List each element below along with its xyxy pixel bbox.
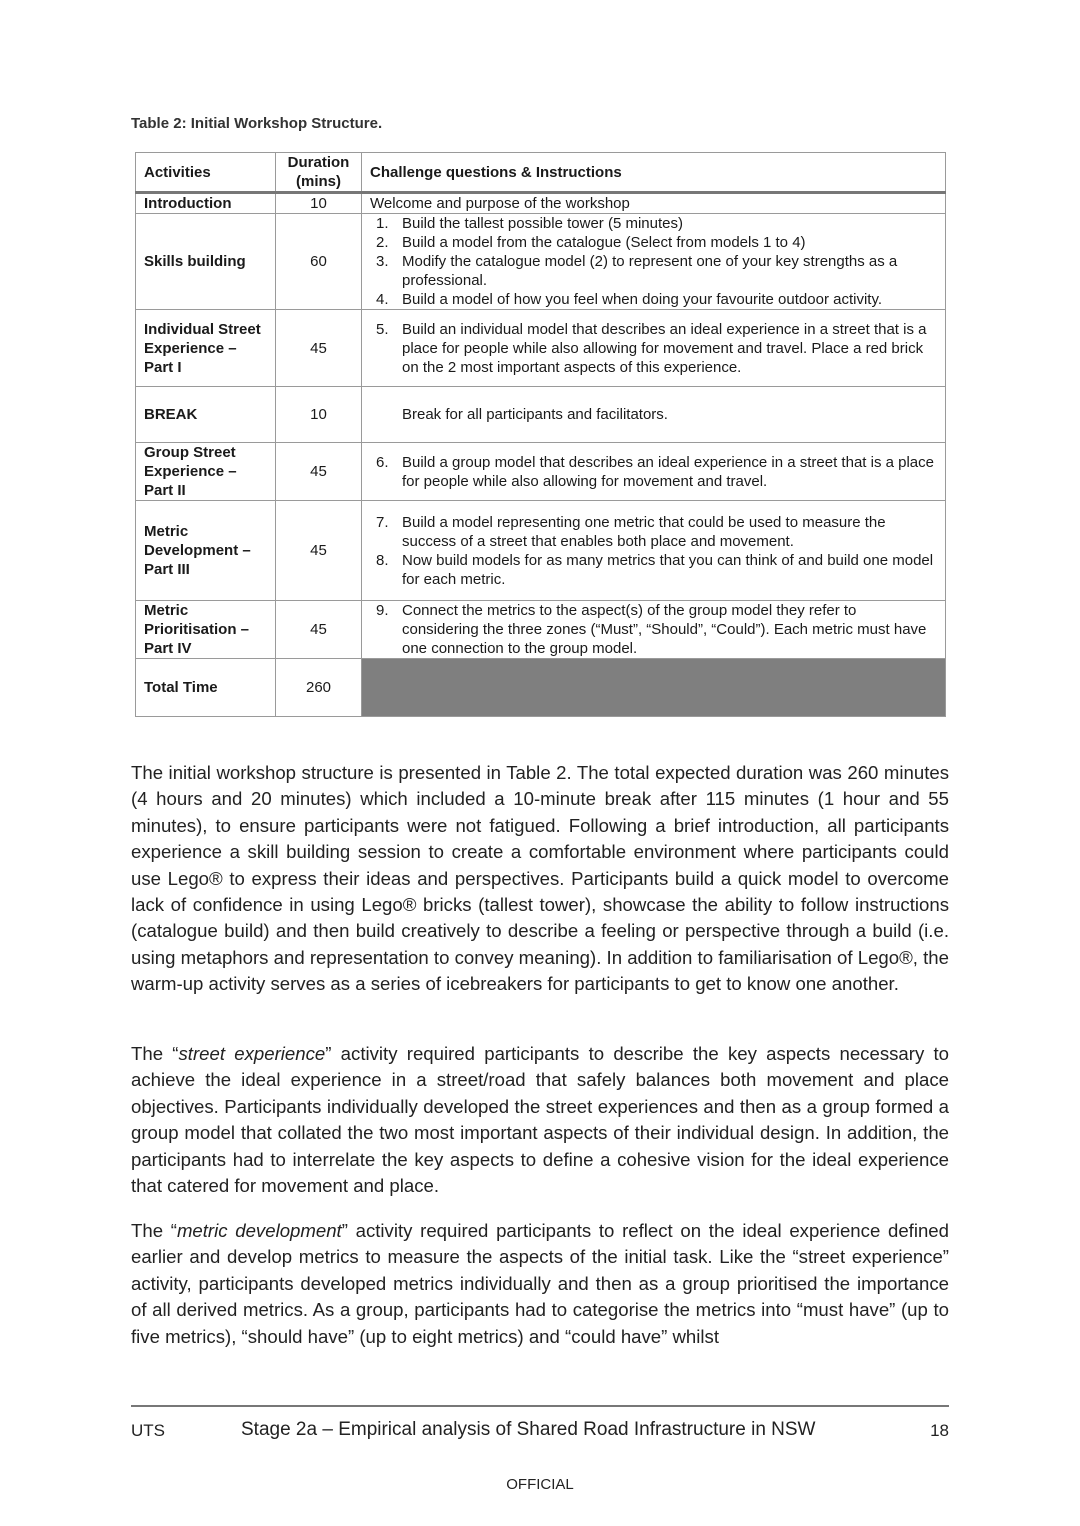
table-row — [136, 601, 946, 659]
header-duration: Duration (mins) — [276, 153, 362, 193]
table-header-row — [136, 153, 946, 193]
challenge-cell: Welcome and purpose of the workshop — [362, 193, 946, 214]
duration-cell: 60 — [276, 214, 362, 310]
footer-organisation: UTS — [131, 1421, 165, 1440]
duration-cell: 45 — [276, 443, 362, 501]
activity-cell: Group Street Experience – Part II — [136, 443, 276, 501]
list-item: 7. Build a model representing one metric that could be used to measure the success of a street that enables both place and movement. — [376, 513, 886, 550]
activity-cell: Metric Prioritisation – Part IV — [136, 601, 276, 659]
table-row — [136, 310, 946, 387]
activity-cell: Metric Development – Part III — [136, 501, 276, 601]
footer-title: Stage 2a – Empirical analysis of Shared Road Infrastructure in NSW — [241, 1419, 816, 1440]
duration-cell: 45 — [276, 601, 362, 659]
activity-cell: Introduction — [136, 193, 276, 214]
list-item: 6. Build a group model that describes an ideal experience in a street that is a place for people while also allowing for movement and travel. — [376, 453, 934, 490]
challenge-cell: Break for all participants and facilitators. — [362, 387, 946, 443]
list-item: 1. Build the tallest possible tower (5 minutes) — [376, 215, 683, 232]
workshop-structure-table — [135, 152, 946, 717]
table-row — [136, 214, 946, 310]
activity-cell: BREAK — [136, 387, 276, 443]
list-item: 5. Build an individual model that describes an ideal experience in a street that is a place for people while also allowing for movement and travel. Place a red brick on the 2 most important aspects of this experience. — [376, 320, 927, 376]
emphasis-metric-development: metric development — [176, 1220, 342, 1241]
activity-cell: Skills building — [136, 214, 276, 310]
challenge-cell — [362, 310, 946, 387]
list-item: 3. Modify the catalogue model (2) to represent one of your key strengths as a professional. — [376, 253, 898, 289]
table-row — [136, 193, 946, 214]
activity-cell: Total Time — [136, 659, 276, 717]
duration-cell: 10 — [276, 387, 362, 443]
list-item: 9. Connect the metrics to the aspect(s) of the group model they refer to considering the three zones (“Must”, “Should”, “Could”). Each metric must have one connection to the group model. — [376, 602, 927, 657]
paragraph-intro: The initial workshop structure is presented in Table 2. The total expected duration was 260 minutes (4 hours and 20 minutes) which included a 10-minute break after 115 minutes (1 hour and 55 minutes), to ensure participants were not fatigued. Following a brief introduction, all participants experience a skill building session to create a comfortable environment where participants could use Lego® to express their ideas and perspectives. Participants build a quick model to overcome lack of confidence in using Lego® bricks (tallest tower), showcase the ability to follow instructions (catalogue build) and then build creatively to describe a feeling or perspective through a build (i.e. using metaphors and representation to convey meaning). In addition to familiarisation of Lego®, the warm-up activity serves as a series of icebreakers for participants to get to know one another. — [131, 762, 949, 995]
footer-divider — [131, 1405, 949, 1407]
challenge-cell — [362, 214, 946, 310]
list-item: 8. Now build models for as many metrics that you can think of and build one model for each metric. — [376, 551, 934, 588]
table-row — [136, 387, 946, 443]
duration-cell: 260 — [276, 659, 362, 717]
duration-cell: 45 — [276, 310, 362, 387]
table-caption: Table 2: Initial Workshop Structure. — [131, 115, 383, 132]
header-activities: Activities — [136, 153, 276, 193]
duration-cell: 10 — [276, 193, 362, 214]
challenge-cell — [362, 501, 946, 601]
paragraph-street-experience: The “street experience” activity required participants to describe the key aspects necessary to achieve the ideal experience in a street/road that safely balances both movement and place objectives. Participants individually developed the street experiences and then as a group formed a group model that collated the two most important aspects of their individual design. In addition, the participants had to interrelate the key aspects to define a cohesive vision for the ideal experience that catered for movement and place. — [131, 1043, 949, 1197]
list-item: 4. Build a model of how you feel when doing your favourite outdoor activity. — [376, 291, 882, 308]
paragraph-metric-development: The “metric development” activity required participants to reflect on the ideal experience defined earlier and develop metrics to measure the aspects of the initial task. Like the “street experience” activity, participants developed metrics individually and then as a group prioritised the importance of all derived metrics. As a group, participants had to categorise the metrics into “must have” (up to five metrics), “should have” (up to eight metrics) and “could have” whilst — [131, 1220, 949, 1347]
empty-shaded-cell — [362, 659, 946, 717]
table-row — [136, 443, 946, 501]
list-item: 2. Build a model from the catalogue (Select from models 1 to 4) — [376, 234, 806, 251]
page-number: 18 — [930, 1421, 949, 1440]
classification-label: OFFICIAL — [506, 1476, 574, 1493]
activity-cell: Individual Street Experience – Part I — [136, 310, 276, 387]
challenge-cell — [362, 443, 946, 501]
header-challenge: Challenge questions & Instructions — [362, 153, 946, 193]
emphasis-street-experience: street experience — [178, 1043, 326, 1064]
challenge-cell — [362, 601, 946, 659]
table-row — [136, 501, 946, 601]
duration-cell: 45 — [276, 501, 362, 601]
table-row — [136, 659, 946, 717]
